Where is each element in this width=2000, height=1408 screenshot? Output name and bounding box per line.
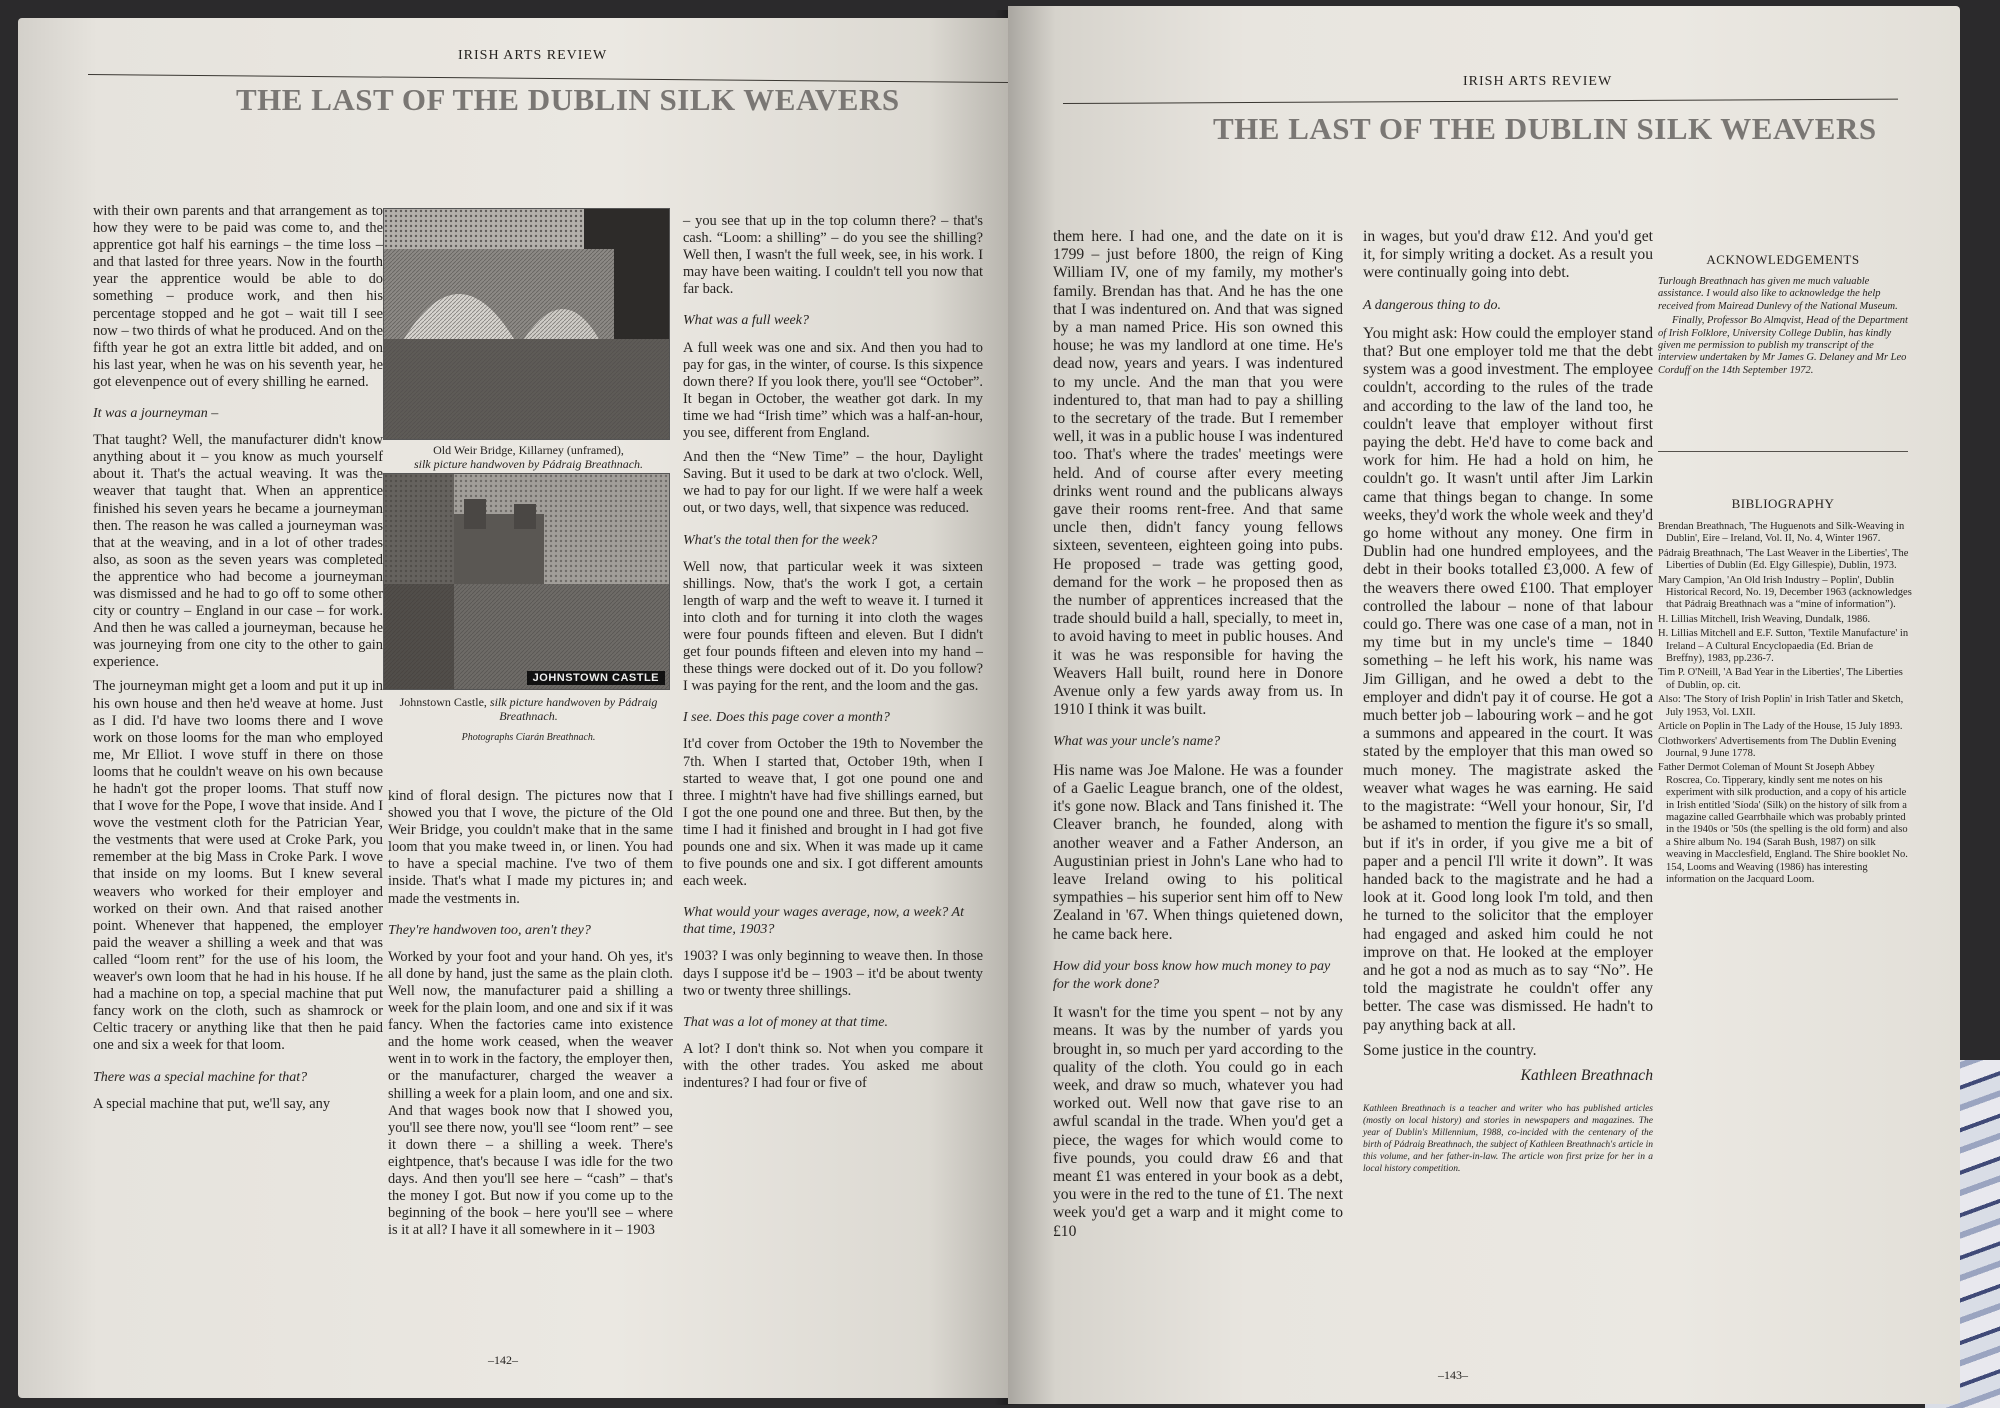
paragraph: The journeyman might get a loom and put it up in his own house and then he'd weave at home. Just as I did. I'd have two looms there and I wove work on those looms for the man who employed me, Mr Elliot. I wove stuff in there on those looms that he couldn't weave on his own because he hadn't got the proper looms. That stuff now that I wove for the Pope, I wove that inside. And I wove the vestment cloth for the Patrician Year, the vestments that were used at Croke Park, you remember at the big Mass in Croke Park. I wove that inside on my looms. But I knew several weavers who worked for their employer and worked on their own. And that raised another point. Whenever that happened, the employer paid the weaver a shilling a week and that was called “loom rent” for the use of his loom, the weaver's own loom that he had in his house. If he had a machine on top, a special machine that put fancy work on the cloth, such as shamrock or Celtic tracery or anything like that then he paid one and six a week for that loom.	[93, 678, 383, 1054]
paragraph: Some justice in the country.	[1363, 1041, 1537, 1059]
bibliography-entry: H. Lillias Mitchell, Irish Weaving, Dundalk, 1986.	[1658, 613, 1871, 625]
running-head: IRISH ARTS REVIEW	[458, 48, 608, 63]
article-title: THE LAST OF THE DUBLIN SILK WEAVERS	[236, 82, 900, 117]
castle-illustration	[384, 474, 669, 689]
bibliography-entry: Tim P. O'Neill, 'A Bad Year in the Liberties', The Liberties of Dublin, op. cit.	[1658, 667, 1903, 691]
page-number: –143–	[1438, 1368, 1468, 1382]
photo-credit: Photographs Ciarán Breathnach.	[461, 732, 596, 743]
paragraph: A full week was one and six. And then you had to pay for gas, in the winter, of course. Is this sixpence down there? If you look there, you'll see “October”. It began in October, the weather got dark. In my time we had “Irish time” which was a half-an-hour, you see, different from England.	[683, 339, 983, 442]
text-column-3	[683, 213, 983, 1099]
interview-question: What would your wages average, now, a week? At that time, 1903?	[683, 905, 964, 938]
interview-question: What was your uncle's name?	[1053, 734, 1221, 750]
paragraph: It wasn't for the time you spent – not by any means. It was by the number of yards you brought in, so much per yard according to the quality of the cloth. You could go in each week, and draw so much, whatever you had worked out. Well now that gave rise to an awful scandal in the trade. When you'd get a piece, the wages for which would come to five pounds, you could draw £6 and that meant £1 was entered in your book as a debt, you were in the red to the tune of £1. The next week you'd get a warp and it might come to £10	[1053, 1004, 1343, 1240]
author-bio: Kathleen Breathnach is a teacher and writer who has published articles (mostly on local history) and stories in newspapers and magazines. The year of Dublin's Millennium, 1988, co-incided with the centenary of the birth of Pádraig Breathnach, the subject of Kathleen Breathnach's article in this volume, and her father-in-law. The article won first prize for her in a local history competition.	[1363, 1104, 1653, 1175]
text-column-2	[388, 788, 673, 1246]
paragraph: with their own parents and that arrangement as to how they were to be paid was come to, and the apprentice got half his earnings – the time loss – and that lasted for three years. Now in the fourth year the apprentice would be able to do something – produce work, and then his percentage stopped and he got – wait till I see now – two thirds of what he produced. And on the fifth year he got an extra little bit added, and on his last year, when he was on his seventh year, he got elevenpence out of every shilling he earned.	[93, 203, 383, 390]
left-page	[18, 18, 1008, 1398]
paragraph: Well now, that particular week it was sixteen shillings. Now, that's the work I got, a certain length of warp and the weft to weave it. I turned it into cloth and for turning it into cloth the wages were four pounds fifteen and eleven. But I didn't get four pounds fifteen and eleven into my hand – these things were docked out of it. Do you follow? I was paying for the rent, and the loom and the gas.	[683, 558, 983, 695]
paragraph: Worked by your foot and your hand. Oh yes, it's all done by hand, just the same as the plain cloth. Well now, the manufacturer paid a shilling a week for the plain loom, and one and six if it was fancy. When the factories came into existence and the home work ceased, when the weaver went in to work in the factory, the employer then, or the manufacturer, charged the weaver a shilling a week for a plain loom, and one and six. And that wages book now that I showed you, you'll see there now, you'll see “loom rent” – see it down there – a shilling a week. There's eightpence, that's because I was idle for the two days. And then you'll see here – “cash” – that's the money I got. But now if you come up to the beginning of the book – here you'll see – where is it at all? I have it all somewhere in it – 1903	[388, 948, 673, 1239]
text-column-2	[1363, 228, 1653, 1182]
bibliography-entry: Mary Campion, 'An Old Irish Industry – Poplin', Dublin Historical Record, No. 19, December 1963 (acknowledges that Pádraig Breathnach was a “mine of information”).	[1658, 574, 1912, 611]
text-column-1	[93, 203, 383, 1120]
bibliography-heading: BIBLIOGRAPHY	[1731, 496, 1835, 511]
page-number: –142–	[488, 1353, 518, 1367]
interview-question: They're handwoven too, aren't they?	[388, 922, 591, 938]
bibliography-entry: Article on Poplin in The Lady of the House, 15 July 1893.	[1658, 721, 1903, 733]
acknowledgements-text	[1658, 276, 1913, 379]
bibliography-entry: Brendan Breathnach, 'The Huguenots and Silk-Weaving in Dublin', Eire – Ireland, Vol. II, No. 4, Winter 1967.	[1658, 521, 1905, 545]
paragraph: them here. I had one, and the date on it is 1799 – just before 1800, the reign of King William IV, one of my family, my mother's family. Brendan has that. And he has the one that I was indentured on. And that was signed by a man named Price. His son owned this house; he was my landlord at one time. He's dead now, years and years. I was indentured to my uncle. And the man that you were indentured to, that man had to pay a shilling to the secretary of the trade. But I remember well, it was in a public house I was indentured too. That's where the trades' meetings were held. And of course after every meeting drinks went round and the publicans always gave their rooms rent-free. And that same uncle then, didn't fancy young fellows sixteen, seventeen, eighteen going into pubs. He proposed – trade was getting good, demand for the work – he proposed then as the number of apprentices increased that the trade should build a hall, specially, to meet in, to avoid having to meet in public houses. And it was he was responsible for having the Weavers Hall built, round here in Donore Avenue only a few yards away from us. In 1910 I think it was built.	[1053, 228, 1343, 719]
paragraph: A special machine that put, we'll say, any	[93, 1095, 331, 1112]
acknowledgements-heading: ACKNOWLEDGEMENTS	[1706, 252, 1860, 267]
bibliography-entry: Pádraig Breathnach, 'The Last Weaver in the Liberties', The Liberties of Dublin (Ed. Elgy Gillespie), Dublin, 1973.	[1658, 547, 1909, 572]
right-page	[1008, 6, 1960, 1404]
interview-question: What's the total then for the week?	[683, 532, 878, 548]
paragraph: – you see that up in the top column there? – that's cash. “Loom: a shilling” – do you see the shilling? Well then, I wasn't the full week, see, in his work. I may have been waiting. I couldn't tell you now that far back.	[683, 213, 983, 298]
interview-question: A dangerous thing to do.	[1363, 297, 1502, 313]
photo-caption-2: Johnstown Castle, silk picture handwoven by Pádraig Breathnach. Photographs Ciarán Breathnach.	[386, 695, 671, 745]
paragraph: You might ask: How could the employer stand that? But one employer told me that the debt system was a good investment. The employee couldn't, according to the rules of the trade and according to the law of the land too, he couldn't leave that employer without first paying the debt. He'd have to come back and work for him. He had a hold on him, he couldn't go. It wasn't until after Jim Larkin came that things began to change. In some weeks, they'd work the whole week and they'd go home without any money. One firm in Dublin had one hundred employees, and the debt in their books totalled £3,000. A few of the weavers there owed £100. That employer controlled the labour – none of that labour could go. There was one case of a man, not in my time but in my uncle's time – 1840 something – he left his work, his name was Jim Gilligan, and he owed a debt to the employer and didn't pay it of course. He got a much better job – labouring work – and he got a summons and appeared in the court. It was stated by the employer that this man owed so much money. The magistrate asked the weaver what wages he was earning. He said to the magistrate: “Well your honour, Sir, I'd be ashamed to mention the figure it's so small, but if it's in order, if you give me a bit of paper and a pencil I'll write it down”. It was handed back to the magistrate and he had a look at it. Good long look I'm told, and then he turned to the solicitor that the employer had engaged and asked him could he not improve on that. He looked at the employer and he got a nod as much as to say “No”. He told the magistrate he couldn't offer any better. The case was dismissed. He hadn't to pay anything back at all.	[1363, 324, 1653, 1034]
paragraph: kind of floral design. The pictures now that I showed you that I wove, the picture of the Old Weir Bridge, you couldn't make that in the same loom that you make tweed in, or linen. You had to have a special machine. I've two of them inside. That's what I made my pictures in; and made the vestments in.	[388, 788, 673, 907]
article-title: THE LAST OF THE DUBLIN SILK WEAVERS	[1213, 111, 1877, 146]
photo-caption-1: Old Weir Bridge, Killarney (unframed), silk picture handwoven by Pádraig Breathnach.	[413, 443, 644, 471]
author-signature: Kathleen Breathnach	[1520, 1066, 1653, 1084]
interview-question: How did your boss know how much money to pay for the work done?	[1053, 958, 1331, 992]
interview-question: It was a journeyman –	[93, 406, 219, 422]
interview-question: That was a lot of money at that time.	[683, 1014, 888, 1030]
paragraph: in wages, but you'd draw £12. And you'd get it, for simply writing a docket. As a result you were continually going into debt.	[1363, 228, 1653, 282]
bibliography-entry: H. Lillias Mitchell and E.F. Sutton, 'Textile Manufacture' in Ireland – A Cultural Encyclopaedia (Ed. Brian de Breffny), 1983, pp.236-7.	[1658, 628, 1909, 665]
bibliography-entry: Also: 'The Story of Irish Poplin' in Irish Tatler and Sketch, July 1953, Vol. LXII.	[1658, 694, 1904, 718]
acknowledgement-paragraph: Turlough Breathnach has given me much valuable assistance. I would also like to acknowledge the help received from Mairead Dunlevy of the National Museum.	[1658, 276, 1898, 312]
bridge-illustration	[384, 209, 669, 439]
header-rule	[1063, 99, 1898, 104]
paragraph: That taught? Well, the manufacturer didn't know anything about it – you know as much yourself about it. That's the actual weaving. It was the weaver that taught that. When an apprentice finished his seven years he became a journeyman then. The reason he was called a journeyman was that at the weaving, and in a lot of other trades also, as soon as the seven years was completed the apprentice who had become a journeyman was dismissed and he had to go off to some other city or country – England in our case – for work. And then he was called a journeyman, because he was journeying from one city to the other to gain experience.	[93, 432, 383, 671]
interview-question: I see. Does this page cover a month?	[683, 710, 890, 726]
old-weir-bridge-photo	[383, 208, 670, 440]
paragraph: And then the “New Time” – the hour, Daylight Saving. But it used to be dark at two o'clock. Well, we had to pay for our light. If we were half a week out, or two days, well, that sixpence was reduced.	[683, 449, 983, 517]
bibliography-entry: Clothworkers' Advertisements from The Dublin Evening Journal, 9 June 1778.	[1658, 735, 1897, 759]
interview-question: What was a full week?	[683, 313, 809, 329]
paragraph: His name was Joe Malone. He was a founder of a Gaelic League branch, one of the oldest, it's gone now. Black and Tans finished it. The Cleaver branch, he founded, along with another weaver and a Father Anderson, an Augustinian priest in John's Lane who had to leave Ireland owing to his political sympathies – his superior sent him off to New Zealand in '67. When things quietened down, he came back here.	[1053, 761, 1343, 943]
paragraph: A lot? I don't think so. Not when you compare it with the other trades. You asked me about indentures? I had four or five of	[683, 1040, 983, 1092]
paragraph: 1903? I was only beginning to weave then. In those days I suppose it'd be – 1903 – it'd be about twenty two or twenty three shillings.	[683, 948, 983, 999]
bibliography-entry: Father Dermot Coleman of Mount St Joseph Abbey Roscrea, Co. Tipperary, kindly sent me notes on his experiment with silk production, and a copy of his article in Irish entitled 'Síoda' (Silk) on the history of silk from a magazine called Gearrbhaile which was probably printed in the 1940s or '50s (the spelling is the old form) and also a Shire album No. 194 (Sarah Bush, 1987) on silk weaving in Macclesfield, England. The Shire booklet No. 154, Looms and Weaving (1986) has interesting information on the Jacquard Loom.	[1658, 762, 1908, 885]
photo-overlay-label: JOHNSTOWN CASTLE	[527, 671, 665, 685]
section-rule	[1658, 451, 1908, 452]
running-head: IRISH ARTS REVIEW	[1463, 74, 1613, 89]
interview-question: There was a special machine for that?	[93, 1069, 308, 1085]
acknowledgement-paragraph: Finally, Professor Bo Almqvist, Head of the Department of Irish Folklore, University College Dublin, has kindly given me permission to publish my transcript of the interview undertaken by Mr James G. Delaney and Mr Leo Corduff on the 14th September 1972.	[1658, 315, 1908, 376]
johnstown-castle-photo	[383, 473, 670, 690]
bibliography-list	[1658, 521, 1913, 888]
text-column-1	[1053, 228, 1343, 1248]
paragraph: It'd cover from October the 19th to November the 7th. When I started that, October 19th, when I started to weave that, I got one pound one and three. I mightn't have had five shillings earned, but I got the one pound one and three. But then, by the time I had it finished and brought in I had got five pounds one and six. When it was made up it came to five pounds one and six. I got different amounts each week.	[683, 736, 983, 890]
